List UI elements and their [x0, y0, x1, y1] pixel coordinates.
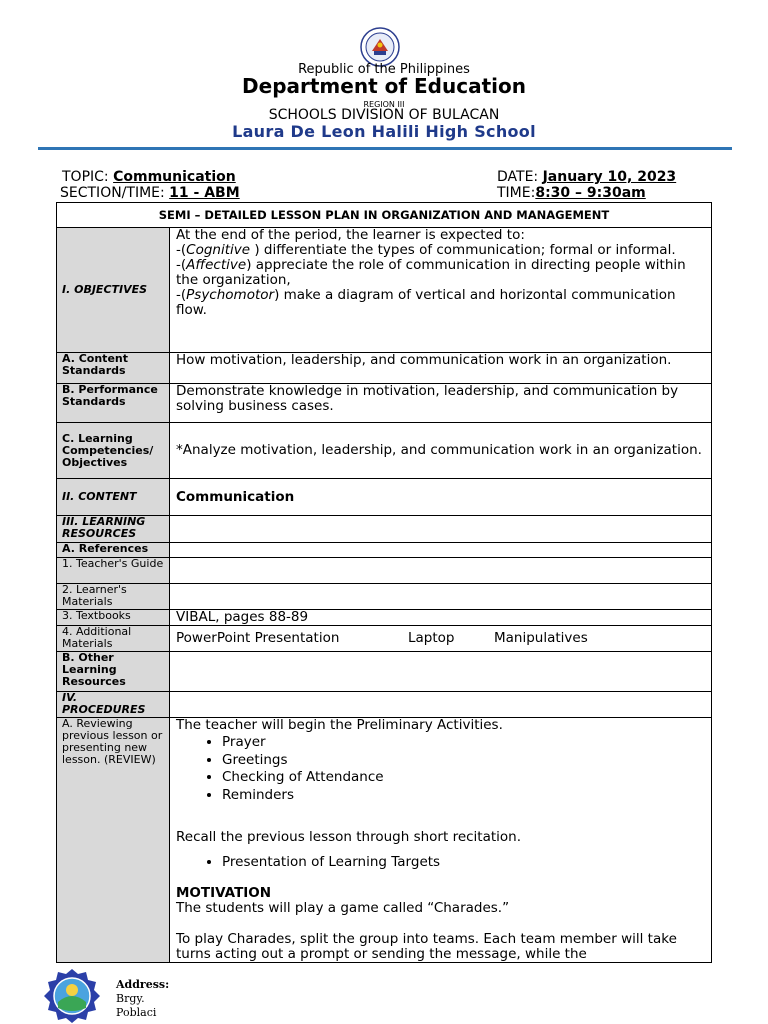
- empty-cell: [170, 516, 712, 543]
- empty-cell: [170, 692, 712, 718]
- content-value: Communication: [170, 479, 712, 516]
- content-standards-value: How motivation, leadership, and communication work in an organization.: [170, 353, 712, 384]
- division-seal-logo: [42, 968, 102, 1024]
- lesson-plan-table: [56, 202, 712, 963]
- references-label: A. References: [57, 543, 170, 558]
- charades-text: To play Charades, split the group into teams. Each team member will take turns acting out a prompt or sending the message, while the: [176, 930, 677, 962]
- list-item: • Reminders: [222, 787, 705, 805]
- time-value: 8:30 – 9:30am: [535, 185, 646, 201]
- targets-list: [176, 854, 705, 872]
- date-line: [497, 169, 676, 185]
- plan-title: SEMI – DETAILED LESSON PLAN IN ORGANIZATION AND MANAGEMENT: [57, 203, 712, 228]
- performance-standards-label: B. Performance Standards: [57, 384, 170, 423]
- address-label: Address:: [116, 978, 170, 991]
- table-row: [57, 384, 712, 423]
- review-label: A. Reviewing previous lesson or presenting new lesson. (REVIEW): [57, 718, 170, 963]
- material-powerpoint: PowerPoint Presentation: [176, 630, 340, 646]
- procedures-label: IV. PROCEDURES: [57, 692, 170, 718]
- additional-materials-value: [170, 626, 712, 652]
- header-division: SCHOOLS DIVISION OF BULACAN: [268, 107, 500, 123]
- material-laptop: Laptop: [408, 630, 455, 646]
- table-row: [57, 652, 712, 692]
- topic-line: [62, 169, 236, 185]
- empty-cell: [170, 584, 712, 610]
- header-divider: [38, 147, 732, 150]
- list-item: • Prayer: [222, 734, 705, 752]
- address-value: Brgy. Poblaci: [116, 992, 157, 1019]
- material-manipulatives: Manipulatives: [494, 630, 588, 646]
- additional-materials-label: 4. Additional Materials: [57, 626, 170, 652]
- textbooks-value: VIBAL, pages 88-89: [170, 610, 712, 626]
- date-value: January 10, 2023: [542, 169, 677, 185]
- table-row: [57, 610, 712, 626]
- competencies-label: C. Learning Competencies/ Objectives: [57, 423, 170, 479]
- objective-cognitive: -(Cognitive ) differentiate the types of communication; formal or informal.: [176, 242, 676, 258]
- table-row: [57, 423, 712, 479]
- section-value: 11 - ABM: [169, 185, 240, 201]
- empty-cell: [170, 652, 712, 692]
- section-line: [60, 185, 240, 201]
- table-row: [57, 516, 712, 543]
- table-row: [57, 558, 712, 584]
- content-label: II. CONTENT: [57, 479, 170, 516]
- deped-seal-logo: [357, 27, 403, 67]
- section-label: SECTION/TIME:: [60, 185, 170, 201]
- header-region: REGION III: [363, 100, 405, 109]
- recall-text: Recall the previous lesson through short recitation.: [176, 829, 522, 845]
- table-row: [57, 692, 712, 718]
- textbooks-label: 3. Textbooks: [57, 610, 170, 626]
- list-item: • Presentation of Learning Targets: [222, 854, 705, 872]
- table-row: [57, 203, 712, 228]
- motivation-text: The students will play a game called “Charades.”: [176, 899, 510, 916]
- empty-cell: [170, 558, 712, 584]
- objectives-cell: [170, 228, 712, 353]
- date-label: DATE:: [497, 169, 543, 185]
- learners-materials-label: 2. Learner's Materials: [57, 584, 170, 610]
- header-school: Laura De Leon Halili High School: [232, 122, 536, 141]
- table-row: [57, 626, 712, 652]
- topic-label: TOPIC:: [62, 169, 114, 185]
- table-row: [57, 718, 712, 963]
- table-row: [57, 228, 712, 353]
- teachers-guide-label: 1. Teacher's Guide: [57, 558, 170, 584]
- table-row: [57, 479, 712, 516]
- objectives-label: I. OBJECTIVES: [57, 228, 170, 353]
- preliminary-list: [176, 734, 705, 804]
- competencies-value: *Analyze motivation, leadership, and communication work in an organization.: [170, 423, 712, 479]
- table-row: [57, 543, 712, 558]
- preliminary-text: The teacher will begin the Preliminary Activities.: [176, 717, 503, 733]
- list-item: • Greetings: [222, 752, 705, 770]
- table-row: [57, 584, 712, 610]
- header-department: Department of Education: [242, 74, 526, 98]
- topic-value: Communication: [113, 169, 236, 185]
- performance-standards-value: Demonstrate knowledge in motivation, leadership, and communication by solving business cases.: [170, 384, 712, 423]
- review-cell: [170, 718, 712, 963]
- table-row: [57, 353, 712, 384]
- footer-address: [116, 978, 176, 1020]
- other-resources-label: B. Other Learning Resources: [57, 652, 170, 692]
- objective-affective: -(Affective) appreciate the role of communication in directing people within the organization,: [176, 257, 686, 288]
- objectives-intro: At the end of the period, the learner is expected to:: [176, 227, 525, 243]
- learning-resources-label: III. LEARNING RESOURCES: [57, 516, 170, 543]
- content-standards-label: A. Content Standards: [57, 353, 170, 384]
- empty-cell: [170, 543, 712, 558]
- motivation-heading: MOTIVATION: [176, 884, 272, 901]
- time-line: [497, 185, 646, 201]
- objective-psychomotor: -(Psychomotor) make a diagram of vertical and horizontal communication flow.: [176, 287, 676, 318]
- time-label: TIME:: [497, 185, 536, 201]
- header-republic: Republic of the Philippines: [298, 62, 470, 77]
- list-item: • Checking of Attendance: [222, 769, 705, 787]
